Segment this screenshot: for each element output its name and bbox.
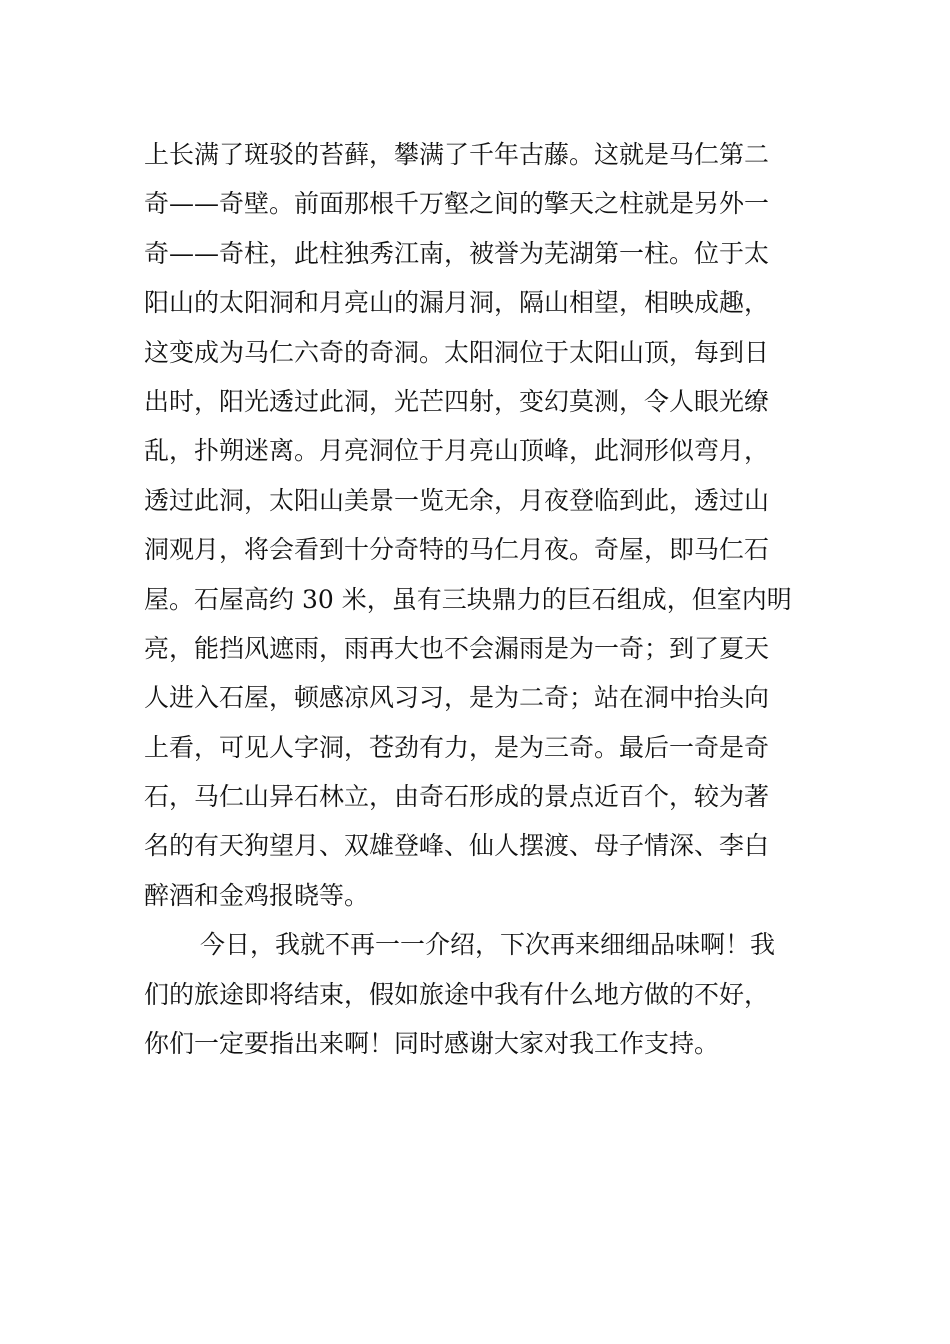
text-line: 奇——奇壁。前面那根千万壑之间的擎天之柱就是另外一 bbox=[144, 189, 770, 219]
paragraph-2 bbox=[144, 920, 814, 1068]
text-line: 醉酒和金鸡报晓等。 bbox=[144, 880, 370, 910]
text-line: 今日，我就不再一一介绍，下次再来细细品味啊！我 bbox=[200, 930, 776, 960]
text-line: 乱，扑朔迷离。月亮洞位于月亮山顶峰，此洞形似弯月， bbox=[144, 436, 770, 466]
text-line: 屋。石屋高约 30 米，虽有三块鼎力的巨石组成，但室内明 bbox=[144, 584, 792, 614]
text-line: 这变成为马仁六奇的奇洞。太阳洞位于太阳山顶，每到日 bbox=[144, 337, 770, 367]
text-line: 名的有天狗望月、双雄登峰、仙人摆渡、母子情深、李白 bbox=[144, 831, 770, 861]
paragraph-1 bbox=[144, 130, 814, 920]
text-line: 奇——奇柱，此柱独秀江南，被誉为芜湖第一柱。位于太 bbox=[144, 238, 770, 268]
document-body bbox=[144, 130, 814, 1068]
text-line: 亮，能挡风遮雨，雨再大也不会漏雨是为一奇；到了夏天 bbox=[144, 633, 770, 663]
text-line: 们的旅途即将结束，假如旅途中我有什么地方做的不好， bbox=[144, 979, 770, 1009]
text-line: 洞观月，将会看到十分奇特的马仁月夜。奇屋，即马仁石 bbox=[144, 535, 770, 565]
text-line: 石，马仁山异石林立，由奇石形成的景点近百个，较为著 bbox=[144, 782, 770, 812]
text-line: 你们一定要指出来啊！同时感谢大家对我工作支持。 bbox=[144, 1029, 720, 1059]
text-line: 上长满了斑驳的苔藓，攀满了千年古藤。这就是马仁第二 bbox=[144, 140, 770, 169]
text-line: 出时，阳光透过此洞，光芒四射，变幻莫测，令人眼光缭 bbox=[144, 386, 770, 416]
text-line: 透过此洞，太阳山美景一览无余，月夜登临到此，透过山 bbox=[144, 485, 770, 515]
text-line: 上看，可见人字洞，苍劲有力，是为三奇。最后一奇是奇 bbox=[144, 732, 770, 762]
text-line: 人进入石屋，顿感凉风习习，是为二奇；站在洞中抬头向 bbox=[144, 683, 770, 713]
text-line: 阳山的太阳洞和月亮山的漏月洞，隔山相望，相映成趣， bbox=[144, 288, 770, 318]
